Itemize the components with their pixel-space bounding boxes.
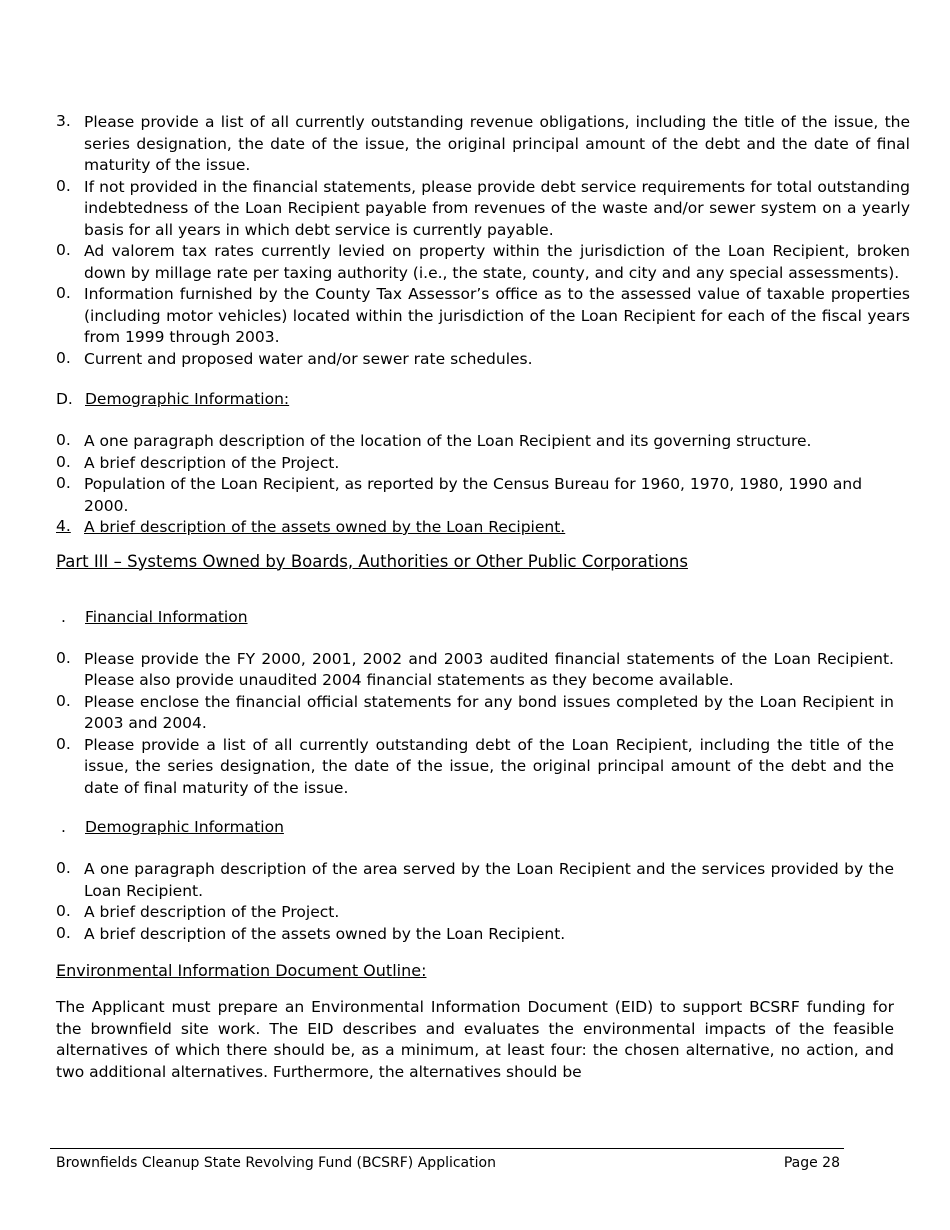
list-item [56, 284, 910, 349]
item-number: 0. [56, 859, 71, 877]
item-number: 0. [56, 648, 71, 667]
financial-list [56, 649, 894, 800]
item-number: 0. [56, 452, 71, 471]
item-text: A one paragraph description of the location of the Loan Recipient and its governing structure. [84, 432, 812, 450]
item-text: A brief description of the Project. [84, 903, 340, 921]
list-item [56, 517, 565, 539]
item-text: A brief description of the assets owned by the Loan Recipient. [84, 924, 566, 943]
item-text: A brief description of the Project. [84, 453, 340, 472]
item-text: Please enclose the financial official statements for any bond issues completed by the Loan Recipient in 2003 and 2004. [84, 692, 894, 732]
section-c-list [56, 112, 910, 370]
item-text: Please provide a list of all currently outstanding revenue obligations, including the title of the issue, the series designation, the date of the issue, the original principal amount of the debt and the date of final maturity of the issue. [84, 113, 910, 174]
list-item [56, 349, 910, 371]
section-label: D. [56, 390, 73, 408]
footer-title: Brownfields Cleanup State Revolving Fund (BCSRF) Application [56, 1155, 496, 1171]
item-text: If not provided in the financial statements, please provide debt service requirements for total outstanding indebtedness of the Loan Recipient payable from revenues of the waste and/or sewer system on a yearly basis for all years in which debt service is currently payable. [84, 177, 910, 239]
item-text: Information furnished by the County Tax Assessor’s office as to the assessed value of taxable properties (including motor vehicles) located within the jurisdiction of the Loan Recipient for each of the fiscal years from 1999 through 2003. [84, 285, 910, 346]
list-item [56, 241, 910, 284]
page-footer [56, 1155, 840, 1171]
item-number: 0. [56, 734, 71, 753]
list-item [56, 735, 894, 800]
list-item [56, 112, 910, 177]
financial-heading [56, 607, 910, 628]
part-iii-title: Part III – Systems Owned by Boards, Authorities or Other Public Corporations [56, 551, 688, 571]
page-content [56, 112, 910, 1083]
page-number: Page 28 [783, 1155, 840, 1171]
demographic-heading [56, 817, 910, 838]
section-d-list [56, 431, 910, 539]
section-title: Financial Information [85, 607, 248, 626]
section-title: Demographic Information: [85, 390, 290, 408]
item-number: 0. [56, 691, 71, 710]
item-text: Please provide a list of all currently outstanding debt of the Loan Recipient, including the title of the issue, the series designation, the date of the issue, the original principal amount of the debt and the date of final maturity of the issue. [84, 735, 894, 797]
item-number: 0. [56, 474, 71, 492]
item-text: Population of the Loan Recipient, as reported by the Census Bureau for 1960, 1970, 1980, 1990 and 2000. [84, 475, 863, 515]
section-title: Demographic Information [85, 818, 284, 836]
list-item [56, 902, 894, 924]
item-number: 0. [56, 348, 71, 367]
item-number: 0. [56, 923, 71, 942]
eid-paragraph: The Applicant must prepare an Environmental Information Document (EID) to support BCSRF funding for the brownfield site work. The EID describes and evaluates the environmental impacts of the feasible alternatives of which there should be, as a minimum, at least four: the chosen alternative, no action, and two additional alternatives. Furthermore, the alternatives should be [56, 998, 894, 1081]
section-label: . [61, 607, 66, 626]
list-item [56, 692, 894, 735]
item-text: A one paragraph description of the area served by the Loan Recipient and the services provided by the Loan Recipient. [84, 860, 894, 900]
item-number: 0. [56, 902, 71, 920]
list-item [56, 177, 910, 242]
item-number: 3. [56, 112, 71, 130]
section-label: . [61, 818, 66, 836]
list-item [56, 649, 894, 692]
list-item [56, 859, 894, 902]
item-text: Current and proposed water and/or sewer rate schedules. [84, 349, 533, 368]
item-text: Please provide the FY 2000, 2001, 2002 and 2003 audited financial statements of the Loan Recipient. Please also provide unaudited 2004 financial statements as they become available. [84, 649, 894, 689]
item-number: 0. [56, 431, 71, 449]
item-number: 0. [56, 284, 71, 302]
section-d-heading [56, 389, 910, 410]
item-text: Ad valorem tax rates currently levied on property within the jurisdiction of the Loan Recipient, broken down by millage rate per taxing authority (i.e., the state, county, and city and any special assessments). [84, 242, 910, 282]
item-number: 0. [56, 241, 71, 259]
demographic-list [56, 859, 894, 945]
list-item [56, 453, 894, 475]
list-item [56, 924, 894, 946]
list-item [56, 431, 894, 453]
item-number: 4. [56, 517, 71, 535]
item-number: 0. [56, 176, 71, 195]
eid-title: Environmental Information Document Outline: [56, 961, 427, 980]
footer-divider [50, 1148, 844, 1149]
item-text: A brief description of the assets owned by the Loan Recipient. [84, 518, 566, 536]
list-item [56, 474, 894, 517]
